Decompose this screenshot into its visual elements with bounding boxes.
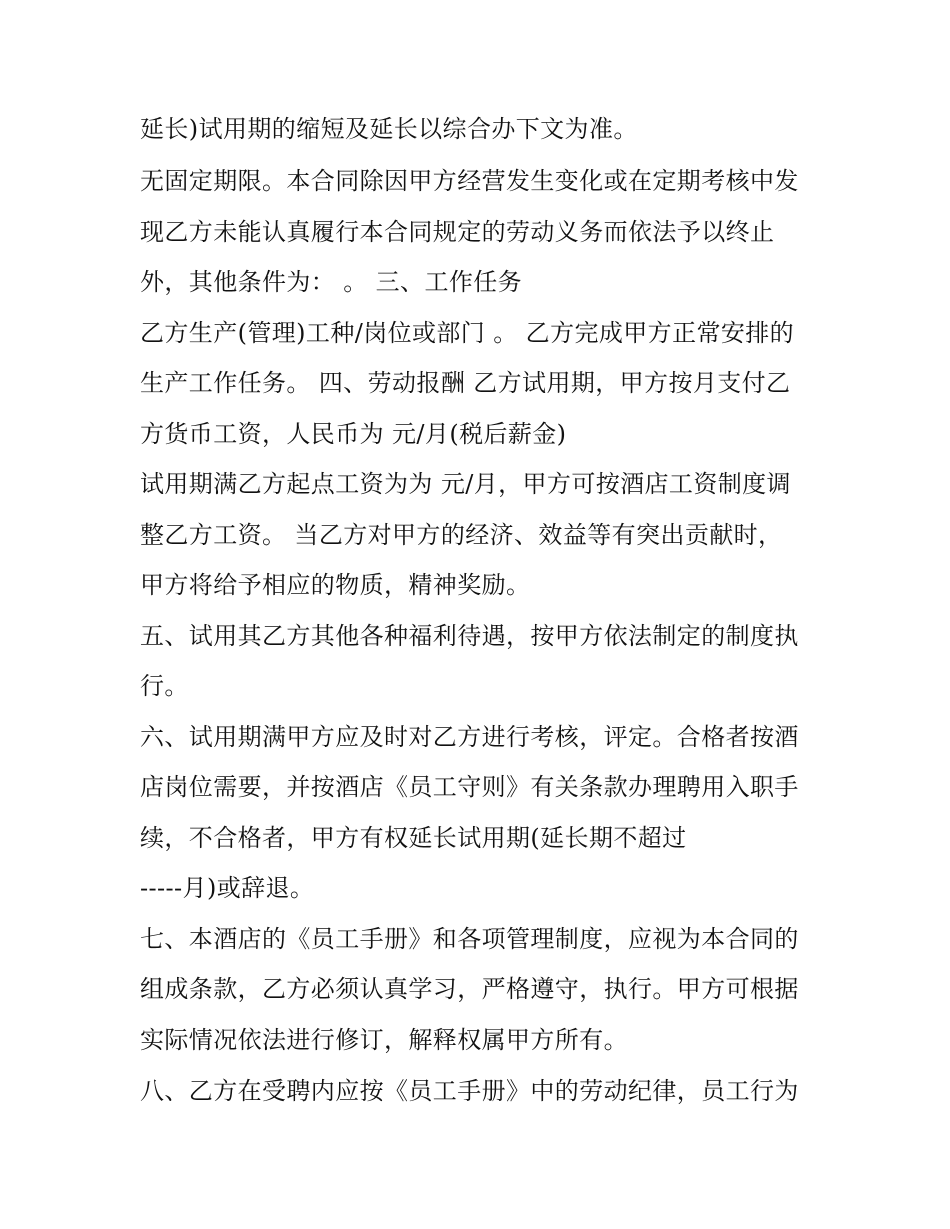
text-line: 方货币工资，人民币为 元/月(税后薪金) bbox=[140, 420, 567, 448]
text-line: 整乙方工资。 当乙方对甲方的经济、效益等有突出贡献时， bbox=[140, 521, 783, 549]
text-line: 行。 bbox=[140, 672, 189, 700]
text-line: 六、试用期满甲方应及时对乙方进行考核，评定。合格者按酒 bbox=[140, 723, 799, 751]
text-line: 延长)试用期的缩短及延长以综合办下文为准。 bbox=[140, 115, 638, 143]
text-line: 实际情况依法进行修订，解释权属甲方所有。 bbox=[140, 1026, 628, 1054]
text-line: 五、试用其乙方其他各种福利待遇，按甲方依法制定的制度执 bbox=[140, 622, 799, 650]
text-line: 续，不合格者，甲方有权延长试用期(延长期不超过 bbox=[140, 824, 687, 852]
text-line: 试用期满乙方起点工资为为 元/月，甲方可按酒店工资制度调 bbox=[140, 470, 791, 498]
text-line: 现乙方未能认真履行本合同规定的劳动义务而依法予以终止 bbox=[140, 218, 775, 246]
text-line: 店岗位需要，并按酒店《员工守则》有关条款办理聘用入职手 bbox=[140, 773, 799, 801]
text-line: 组成条款，乙方必须认真学习，严格遵守，执行。甲方可根据 bbox=[140, 975, 799, 1003]
text-line: -----月)或辞退。 bbox=[140, 874, 315, 902]
text-line: 七、本酒店的《员工手册》和各项管理制度，应视为本合同的 bbox=[140, 925, 799, 953]
text-line: 乙方生产(管理)工种/岗位或部门 。 乙方完成甲方正常安排的 bbox=[140, 319, 795, 347]
text-line: 生产工作任务。 四、劳动报酬 乙方试用期，甲方按月支付乙 bbox=[140, 369, 791, 397]
text-line: 八、乙方在受聘内应按《员工手册》中的劳动纪律，员工行为 bbox=[140, 1077, 799, 1105]
text-line: 甲方将给予相应的物质，精神奖励。 bbox=[140, 571, 531, 599]
text-line: 外，其他条件为： 。 三、工作任务 bbox=[140, 268, 523, 296]
text-line: 无固定期限。本合同除因甲方经营发生变化或在定期考核中发 bbox=[140, 167, 799, 195]
